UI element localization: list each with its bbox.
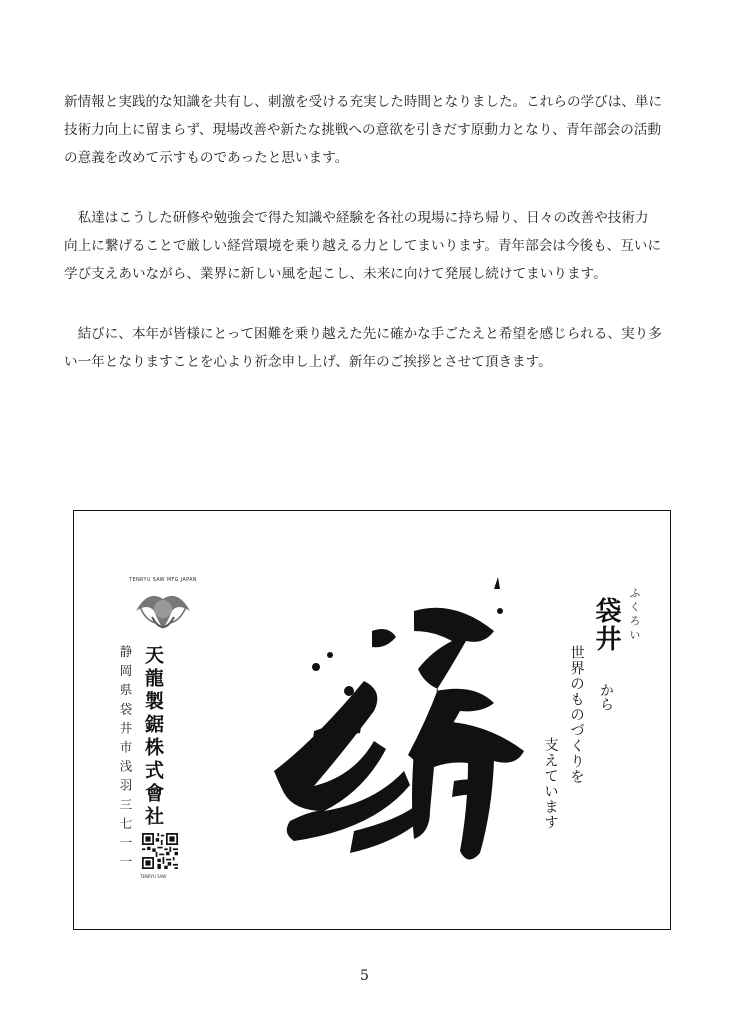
paragraph-line: 私達はこうした研修や勉強会で得た知識や経験を各社の現場に持ち帰り、日々の改善や技術力 — [64, 210, 649, 226]
slogan-place-name: 袋井 — [591, 597, 621, 653]
slogan-place-suffix: から — [598, 683, 614, 711]
paragraph-2 — [64, 204, 674, 288]
slogan-line-2: 世界のものづくりを — [568, 645, 584, 785]
company-advertisement — [73, 510, 671, 930]
paragraph-line: 向上に繋げることで厳しい経営環境を乗り越える力としてまいります。青年部会は今後も、互いに — [64, 238, 662, 254]
qr-code-icon — [142, 833, 178, 869]
paragraph-line: 技術力向上に留まらず、現場改善や新たな挑戦への意欲を引きだす原動力となり、青年部会の活動 — [64, 122, 662, 138]
slogan-line-3: 支えています — [542, 737, 558, 830]
paragraph-1 — [64, 88, 674, 172]
company-emblem-logo — [126, 577, 200, 639]
paragraph-3 — [64, 320, 674, 376]
calligraphy-saw-character — [254, 571, 554, 891]
qr-caption: TENRYU SAW — [140, 874, 167, 879]
company-name: 天龍製鋸株式會社 — [142, 645, 164, 829]
paragraph-line: の意義を改めて示すものであったと思います。 — [64, 150, 349, 166]
company-address: 静岡県袋井市浅羽三七一一 — [118, 645, 133, 875]
emblem-text: TENRYU SAW MFG JAPAN — [129, 577, 197, 583]
dragon-emblem-icon — [126, 577, 200, 639]
slogan-furigana: ふくろい — [628, 587, 641, 643]
paragraph-line: 結びに、本年が皆様にとって困難を乗り越えた先に確かな手ごたえと希望を感じられる、実り多 — [64, 326, 662, 342]
paragraph-line: 学び支えあいながら、業界に新しい風を起こし、未来に向けて発展し続けてまいります。 — [64, 266, 607, 282]
page-number: 5 — [360, 968, 369, 984]
paragraph-line: 新情報と実践的な知識を共有し、刺激を受ける充実した時間となりました。これらの学びは、単に — [64, 94, 663, 110]
paragraph-line: い一年となりますことを心より祈念申し上げ、新年のご挨拶とさせて頂きます。 — [64, 354, 552, 370]
